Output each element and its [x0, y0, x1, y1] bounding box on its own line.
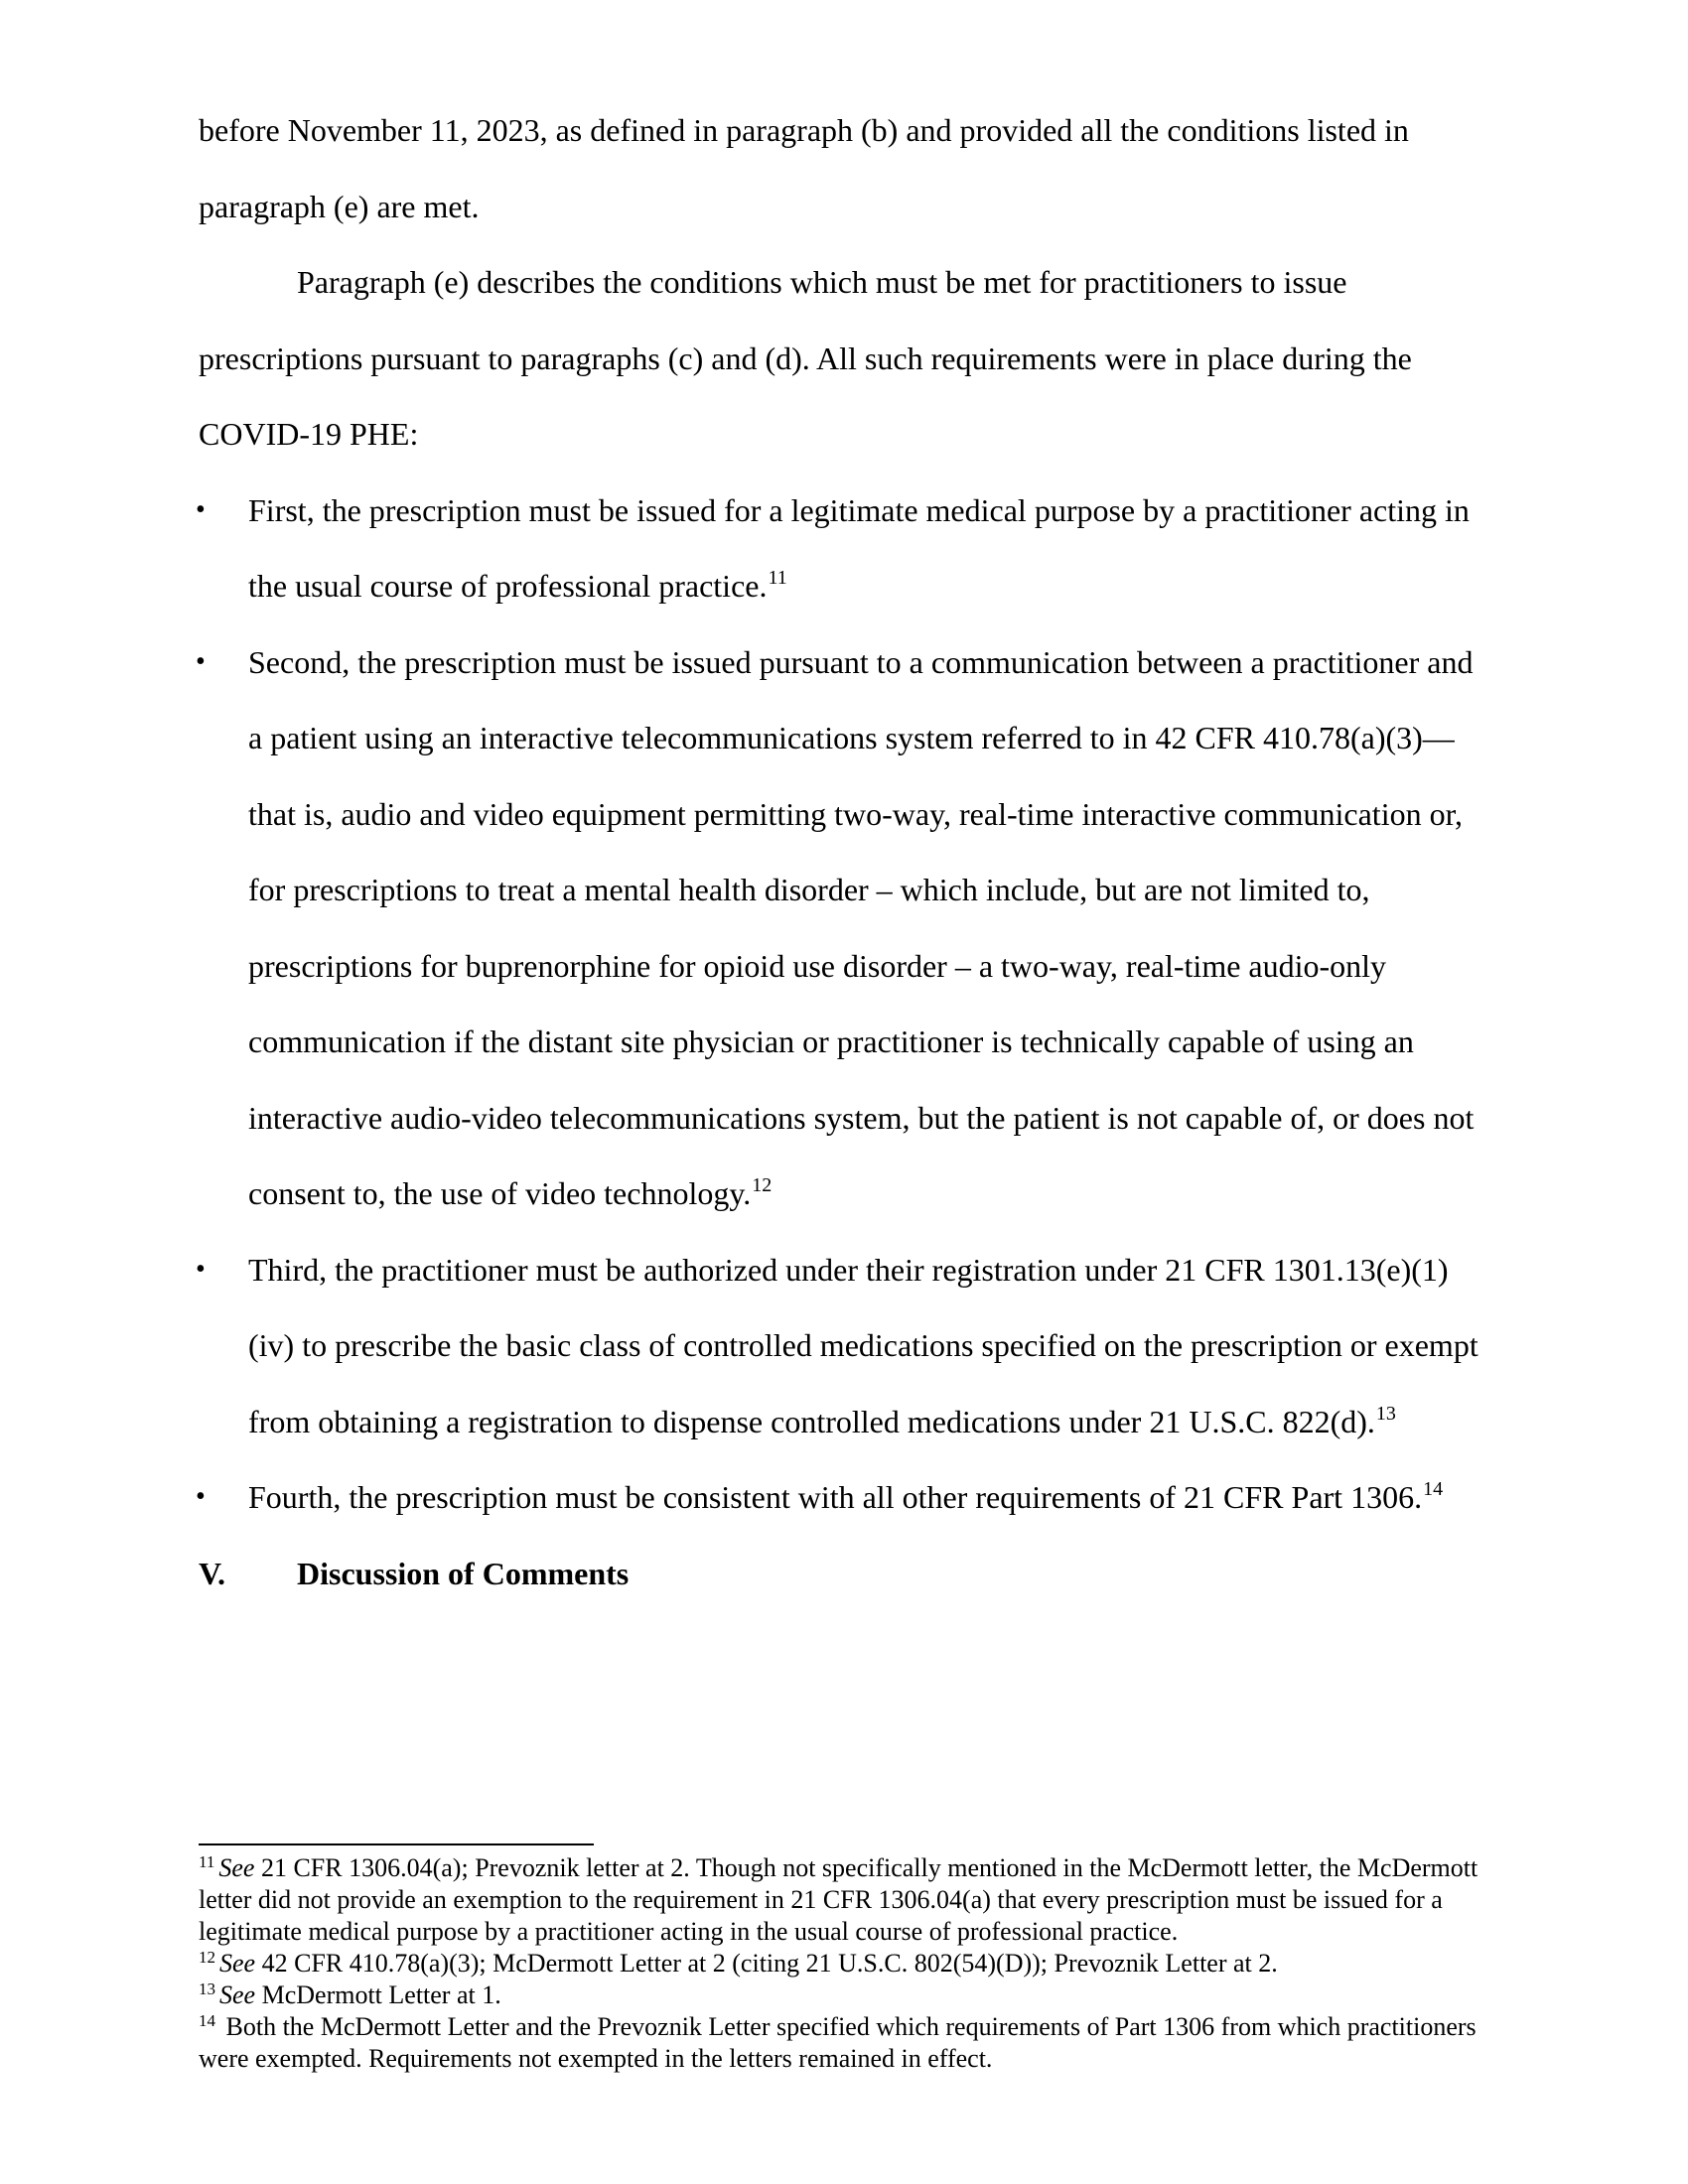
- body-text: [196, 92, 1489, 1611]
- footnote-text: 21 CFR 1306.04(a); Prevoznik letter at 2. Though not specifically mentioned in the McDermott letter, the McDermott letter did not provide an exemption to the requirement in 21 CFR 1306.04(a) that every prescription must be issued for a legitimate medical purpose by a practitioner acting in the usual course of professional practice.: [199, 1853, 1478, 1946]
- intro-paragraph: Paragraph (e) describes the conditions which must be met for practitioners to issue prescriptions pursuant to paragraphs (c) and (d). All such requirements were in place during the COVID-19 PHE:: [199, 264, 1412, 452]
- list-item-second: [196, 624, 1489, 1232]
- footnote-signal: See: [219, 1980, 256, 2009]
- footnote-signal: See: [218, 1853, 255, 1882]
- footnote-separator: [199, 1843, 594, 1845]
- footnotes: [199, 1852, 1489, 2075]
- list-item-first: [196, 473, 1489, 624]
- footnote-number: 14: [199, 2011, 215, 2030]
- list-item-text: Fourth, the prescription must be consistent with all other requirements of 21 CFR Part 1306.: [248, 1479, 1423, 1515]
- footnote-number: 11: [199, 1852, 215, 1871]
- footnote: [199, 1852, 1489, 1948]
- footnote-ref[interactable]: 13: [1375, 1402, 1396, 1425]
- footnote: [199, 2011, 1489, 2075]
- section-number: V.: [199, 1555, 225, 1591]
- bullet-icon: •: [196, 1253, 206, 1285]
- footnote-text: 42 CFR 410.78(a)(3); McDermott Letter at 2 (citing 21 U.S.C. 802(54)(D)); Prevoznik Letter at 2.: [255, 1949, 1278, 1978]
- section-title: Discussion of Comments: [297, 1555, 630, 1591]
- footnote-ref[interactable]: 11: [768, 567, 787, 589]
- list-item-text: Second, the prescription must be issued pursuant to a communication between a practitioner and a patient using an interactive telecommunications system referred to in 42 CFR 410.78(a)(3)—that is, audio and video equipment permitting two-way, real-time interactive communication or, for prescriptions to treat a mental health disorder – which include, but are not limited to, prescriptions for buprenorphine for opioid use disorder – a two-way, real-time audio-only communication if the distant site physician or practitioner is technically capable of using an interactive audio-video telecommunications system, but the patient is not capable of, or does not consent to, the use of video technology.: [248, 643, 1475, 1211]
- bullet-icon: •: [196, 493, 206, 525]
- list-item-fourth: [196, 1459, 1489, 1536]
- list-item-text: Third, the practitioner must be authorized under their registration under 21 CFR 1301.13(e)(1)(iv) to prescribe the basic class of controlled medications specified on the prescription or exempt from obtaining a registration to dispense controlled medications under 21 U.S.C. 822(d).: [248, 1251, 1478, 1439]
- section-heading: [199, 1536, 1489, 1612]
- footnote-text: Both the McDermott Letter and the Prevoznik Letter specified which requirements of Part 1306 from which practitioners were exempted. Requirements not exempted in the letters remained in effect.: [199, 2012, 1477, 2073]
- footnote: [199, 1979, 1489, 2011]
- bullet-icon: •: [196, 645, 206, 677]
- list-item-third: [196, 1232, 1489, 1460]
- footnote-ref[interactable]: 12: [752, 1174, 773, 1196]
- continuation-paragraph: before November 11, 2023, as defined in paragraph (b) and provided all the conditions listed in paragraph (e) are met.: [199, 112, 1409, 224]
- bullet-icon: •: [196, 1481, 206, 1512]
- footnote-text: McDermott Letter at 1.: [255, 1980, 501, 2009]
- footnote-number: 13: [199, 1979, 215, 1998]
- footnote: [199, 1948, 1489, 1979]
- footnote-number: 12: [199, 1948, 215, 1967]
- list-item-text: First, the prescription must be issued for a legitimate medical purpose by a practitioner acting in the usual course of professional practice.: [248, 491, 1470, 604]
- footnote-ref[interactable]: 14: [1423, 1478, 1444, 1500]
- conditions-list: [196, 473, 1489, 1536]
- footnote-signal: See: [219, 1949, 256, 1978]
